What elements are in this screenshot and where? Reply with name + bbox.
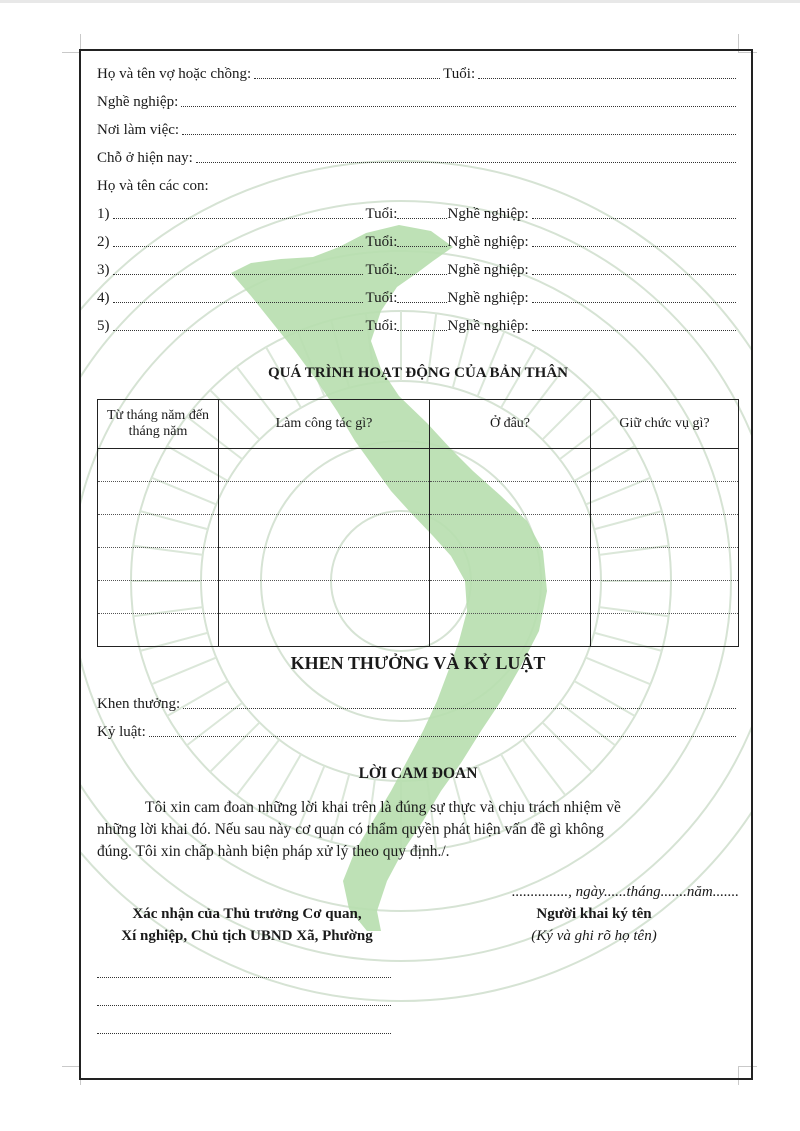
child-job-label: Nghề nghiệp:: [447, 290, 529, 306]
child-job-field[interactable]: [532, 246, 736, 247]
table-cell[interactable]: [98, 614, 219, 647]
table-row: [98, 482, 739, 515]
occupation-row: [97, 89, 739, 111]
table-cell[interactable]: [430, 482, 591, 515]
child-name-field[interactable]: [113, 246, 363, 247]
child-number: 1): [97, 206, 110, 222]
page-top-edge: [0, 0, 800, 3]
child-job-label: Nghề nghiệp:: [447, 262, 529, 278]
table-cell[interactable]: [591, 482, 739, 515]
history-header-row: [98, 400, 739, 449]
child-age-label: Tuổi:: [365, 318, 398, 334]
table-cell[interactable]: [98, 482, 219, 515]
table-cell[interactable]: [591, 515, 739, 548]
child-age-label: Tuổi:: [365, 234, 398, 250]
spouse-label: Họ và tên vợ hoặc chồng:: [97, 66, 252, 82]
awards-title: KHEN THƯỞNG VÀ KỶ LUẬT: [290, 653, 546, 673]
document-frame: [79, 49, 753, 1080]
child-job-label: Nghề nghiệp:: [447, 234, 529, 250]
child-age-field[interactable]: [397, 274, 447, 275]
date-line: ..............., ngày......tháng.......năm.......: [511, 884, 739, 900]
table-row: [98, 548, 739, 581]
pledge-line: Tôi xin cam đoan những lời khai trên là đúng sự thực và chịu trách nhiệm về: [145, 799, 621, 816]
child-age-field[interactable]: [397, 330, 447, 331]
child-job-field[interactable]: [532, 330, 736, 331]
table-cell[interactable]: [591, 581, 739, 614]
child-row: [97, 285, 739, 307]
table-cell[interactable]: [591, 449, 739, 482]
pledge-line: đúng. Tôi xin chấp hành biện pháp xử lý theo quy định./.: [97, 843, 450, 860]
occupation-field[interactable]: [181, 106, 736, 107]
table-row: [98, 614, 739, 647]
table-cell[interactable]: [591, 548, 739, 581]
table-cell[interactable]: [98, 581, 219, 614]
child-age-label: Tuổi:: [365, 290, 398, 306]
residence-row: [97, 145, 739, 167]
child-name-field[interactable]: [113, 330, 363, 331]
table-cell[interactable]: [430, 581, 591, 614]
spouse-name-field[interactable]: [254, 78, 440, 79]
child-name-field[interactable]: [113, 218, 363, 219]
workplace-label: Nơi làm việc:: [97, 122, 180, 138]
table-cell[interactable]: [219, 548, 430, 581]
declarant-note: (Ký và ghi rõ họ tên): [531, 928, 657, 944]
child-number: 5): [97, 318, 110, 334]
child-job-label: Nghề nghiệp:: [447, 318, 529, 334]
table-cell[interactable]: [219, 449, 430, 482]
column-header-work: Làm công tác gì?: [219, 400, 430, 449]
history-title: QUÁ TRÌNH HOẠT ĐỘNG CỦA BẢN THÂN: [267, 365, 569, 381]
workplace-row: [97, 117, 739, 139]
occupation-label: Nghề nghiệp:: [97, 94, 179, 110]
table-cell[interactable]: [219, 482, 430, 515]
residence-label: Chỗ ở hiện nay:: [97, 150, 193, 166]
table-row: [98, 449, 739, 482]
child-name-field[interactable]: [113, 302, 363, 303]
column-header-place: Ở đâu?: [430, 400, 591, 449]
child-age-field[interactable]: [397, 218, 447, 219]
pledge-title: LỜI CAM ĐOAN: [358, 765, 478, 782]
column-header-period: Từ tháng năm đến tháng năm: [98, 400, 219, 449]
residence-field[interactable]: [196, 162, 736, 163]
table-cell[interactable]: [98, 548, 219, 581]
child-row: [97, 257, 739, 279]
workplace-field[interactable]: [182, 134, 736, 135]
child-row: [97, 201, 739, 223]
discipline-label: Kỷ luật:: [97, 724, 146, 740]
table-cell[interactable]: [430, 614, 591, 647]
spouse-row: [97, 61, 739, 83]
table-cell[interactable]: [219, 581, 430, 614]
pledge-line: những lời khai đó. Nếu sau này cơ quan có thẩm quyền phát hiện vấn đề gì không: [97, 821, 604, 838]
child-age-label: Tuổi:: [365, 206, 398, 222]
reward-label: Khen thưởng:: [97, 696, 181, 712]
certification-line-2: Xí nghiệp, Chủ tịch UBND Xã, Phường: [121, 928, 373, 944]
column-header-position: Giữ chức vụ gì?: [591, 400, 739, 449]
spouse-age-label: Tuổi:: [443, 66, 476, 82]
child-job-label: Nghề nghiệp:: [447, 206, 529, 222]
spouse-age-field[interactable]: [478, 78, 736, 79]
table-row: [98, 515, 739, 548]
children-heading-row: [97, 173, 739, 195]
child-job-field[interactable]: [532, 218, 736, 219]
table-cell[interactable]: [430, 515, 591, 548]
table-cell[interactable]: [430, 449, 591, 482]
table-cell[interactable]: [430, 548, 591, 581]
child-number: 3): [97, 262, 110, 278]
child-age-field[interactable]: [397, 246, 447, 247]
table-row: [98, 581, 739, 614]
table-cell[interactable]: [219, 614, 430, 647]
child-row: [97, 313, 739, 335]
child-age-label: Tuổi:: [365, 262, 398, 278]
child-name-field[interactable]: [113, 274, 363, 275]
child-job-field[interactable]: [532, 302, 736, 303]
child-number: 2): [97, 234, 110, 250]
child-number: 4): [97, 290, 110, 306]
child-row: [97, 229, 739, 251]
child-age-field[interactable]: [397, 302, 447, 303]
children-label: Họ và tên các con:: [97, 178, 209, 194]
table-cell[interactable]: [591, 614, 739, 647]
declarant-title: Người khai ký tên: [536, 906, 652, 922]
table-cell[interactable]: [98, 449, 219, 482]
table-cell[interactable]: [98, 515, 219, 548]
table-cell[interactable]: [219, 515, 430, 548]
history-table: [97, 399, 739, 647]
child-job-field[interactable]: [532, 274, 736, 275]
certification-line-1: Xác nhận của Thủ trưởng Cơ quan,: [132, 906, 362, 922]
